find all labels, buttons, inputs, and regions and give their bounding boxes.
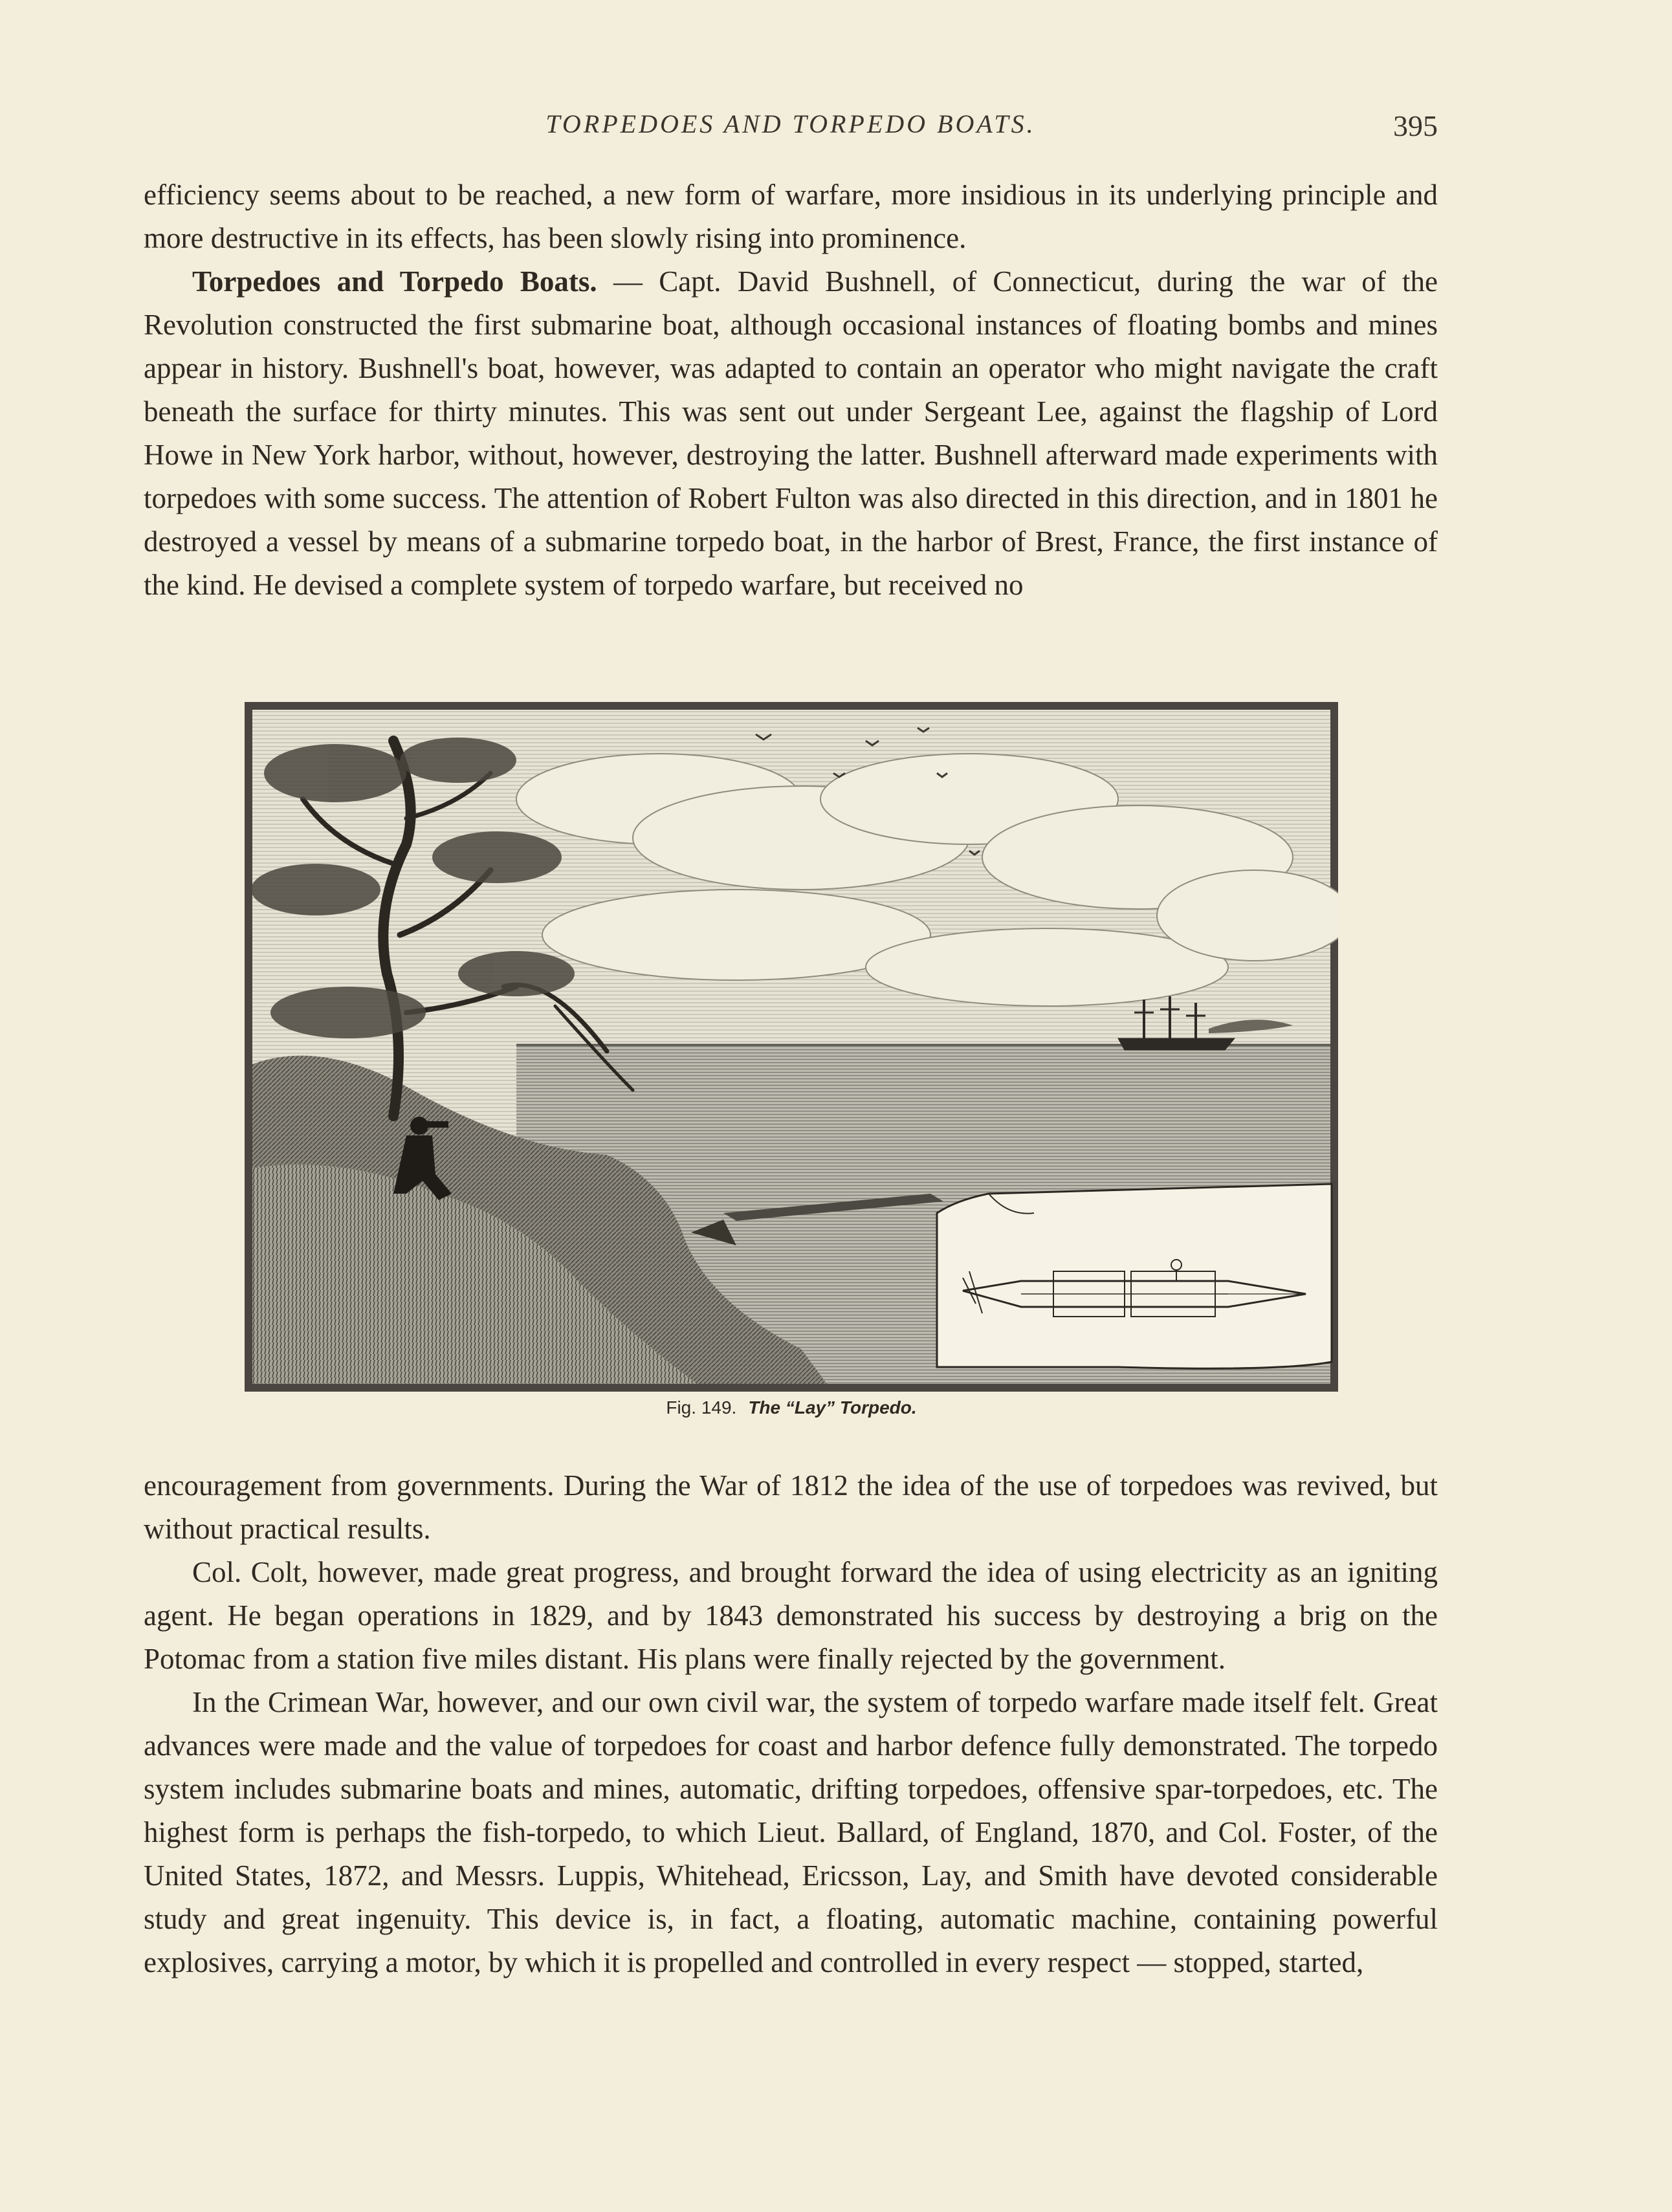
paragraph: efficiency seems about to be reached, a new form of warfare, more insidious in its underlying principle and more destructive in its effects, has been slowly rising into prominence. [144, 179, 1438, 254]
paragraph: Col. Colt, however, made great progress, and brought forward the idea of using electricity as an igniting agent. He began operations in 1829, and by 1843 demonstrated his success by destroying a brig on the Potomac from a station five miles distant. His plans were finally rejected by the government. [144, 1556, 1438, 1675]
paragraph-body: — Capt. David Bushnell, of Connecticut, during the war of the Revolution constructed the first submarine boat, although occasional instances of floating bombs and mines appear in history. Bushnell's boat, however, was adapted to contain an operator who might navigate the craft beneath the surface for thirty minutes. This was sent out under Sergeant Lee, against the flagship of Lord Howe in New York harbor, without, however, destroying the latter. Bushnell afterward made experiments with torpedoes with some success. The attention of Robert Fulton was also directed in this direction, and in 1801 he destroyed a vessel by means of a submarine torpedo boat, in the harbor of Brest, France, the first instance of the kind. He devised a complete system of torpedo warfare, but received no [144, 265, 1438, 601]
figure-label: Fig. 149. [666, 1397, 737, 1418]
torpedo-diagram-inset [937, 1184, 1332, 1368]
engraving-illustration [245, 702, 1338, 1392]
page-number: 395 [1393, 109, 1438, 142]
section-run-in-heading: Torpedoes and Torpedo Boats. [192, 265, 597, 298]
text-block-bottom [144, 1464, 1438, 1984]
text-block-top [144, 173, 1438, 607]
paragraph-torpedoes-section [144, 260, 1438, 607]
paragraph: encouragement from governments. During the War of 1812 the idea of the use of torpedoes was revived, but without practical results. [144, 1469, 1438, 1545]
figure-engraving [245, 702, 1338, 1392]
figure-title: The “Lay” Torpedo. [748, 1397, 917, 1418]
running-head [144, 109, 1438, 148]
paragraph: In the Crimean War, however, and our own civil war, the system of torpedo warfare made itself felt. Great advances were made and the value of torpedoes for coast and harbor defence fully demonstrated. The torpedo system includes submarine boats and mines, automatic, drifting torpedoes, offensive spar-torpedoes, etc. The highest form is perhaps the fish-torpedo, to which Lieut. Ballard, of England, 1870, and Col. Foster, of the United States, 1872, and Messrs. Luppis, Whitehead, Ericsson, Lay, and Smith have devoted considerable study and great ingenuity. This device is, in fact, a floating, automatic machine, containing powerful explosives, carrying a motor, by which it is propelled and controlled in every respect — stopped, started, [144, 1686, 1438, 1978]
figure-caption [245, 1397, 1338, 1418]
running-title: TORPEDOES AND TORPEDO BOATS. [545, 109, 1036, 138]
